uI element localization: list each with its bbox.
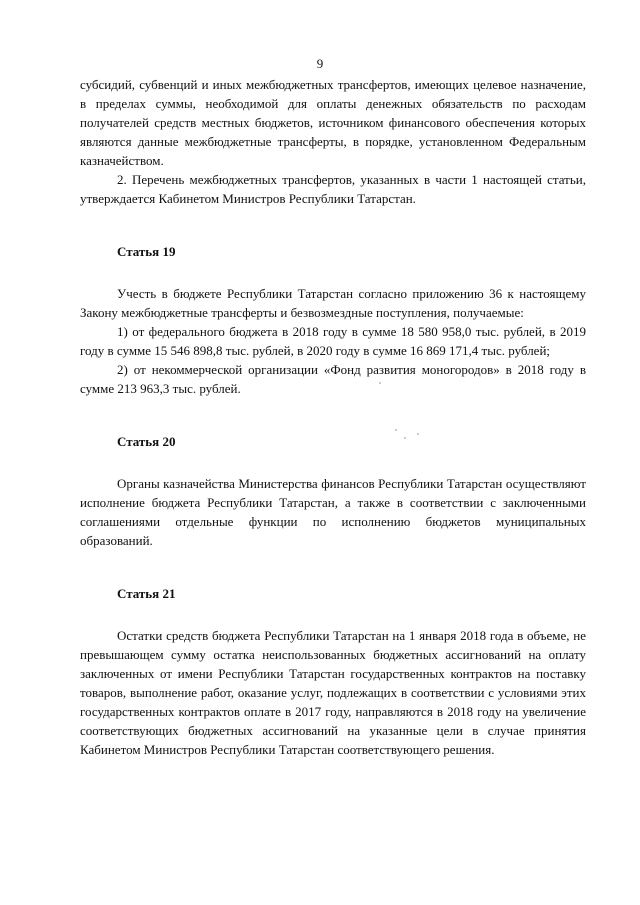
article-19-item-2: 2) от некоммерческой организации «Фонд развития моногородов» в 2018 году в сумме 213 963,3 тыс. рублей. [80,362,586,396]
article-20-text: Органы казначейства Министерства финансов Республики Татарстан осуществляют исполнение бюджета Республики Татарстан, а также в соответствии с заключенными соглашениями отдельные функции по исполнению бюджетов муниципальных образований. [80,476,586,548]
article-20-heading: Статья 20 [117,434,176,449]
article-19-item-1: 1) от федерального бюджета в 2018 году в сумме 18 580 958,0 тыс. рублей, в 2019 году в сумме 15 546 898,8 тыс. рублей, в 2020 году в сумме 16 869 171,4 тыс. рублей; [80,324,586,358]
article-19-heading: Статья 19 [117,244,176,259]
document-body [80,75,586,759]
article-21-heading: Статья 21 [117,586,176,601]
scan-speck [379,382,381,384]
paragraph-list-approval: 2. Перечень межбюджетных трансфертов, указанных в части 1 настоящей статьи, утверждается Кабинетом Министров Республики Татарстан. [80,172,586,206]
scan-speck [404,437,406,439]
page-number: 9 [316,56,324,71]
article-19-intro: Учесть в бюджете Республики Татарстан согласно приложению 36 к настоящему Закону межбюджетные трансферты и безвозмездные поступления, получаемые: [80,286,586,320]
article-21-text: Остатки средств бюджета Республики Татарстан на 1 января 2018 года в объеме, не превышающем сумму остатка неиспользованных бюджетных ассигнований на оплату заключенных от имени Республики Татарстан государственных контрактов на поставку товаров, выполнение работ, оказание услуг, подлежащих в соответствии с условиями этих государственных контрактов оплате в 2017 году, направляются в 2018 году на увеличение соответствующих бюджетных ассигнований на указанные цели в случае принятия Кабинетом Министров Республики Татарстан соответствующего решения. [80,628,586,757]
paragraph-continuation: субсидий, субвенций и иных межбюджетных трансфертов, имеющих целевое назначение, в пределах суммы, необходимой для оплаты денежных обязательств по расходам получателей средств местных бюджетов, источником финансового обеспечения которых являются данные межбюджетные трансферты, в порядке, установленном Федеральным казначейством. [80,77,586,168]
scan-speck [417,433,419,435]
scan-speck [395,429,397,431]
